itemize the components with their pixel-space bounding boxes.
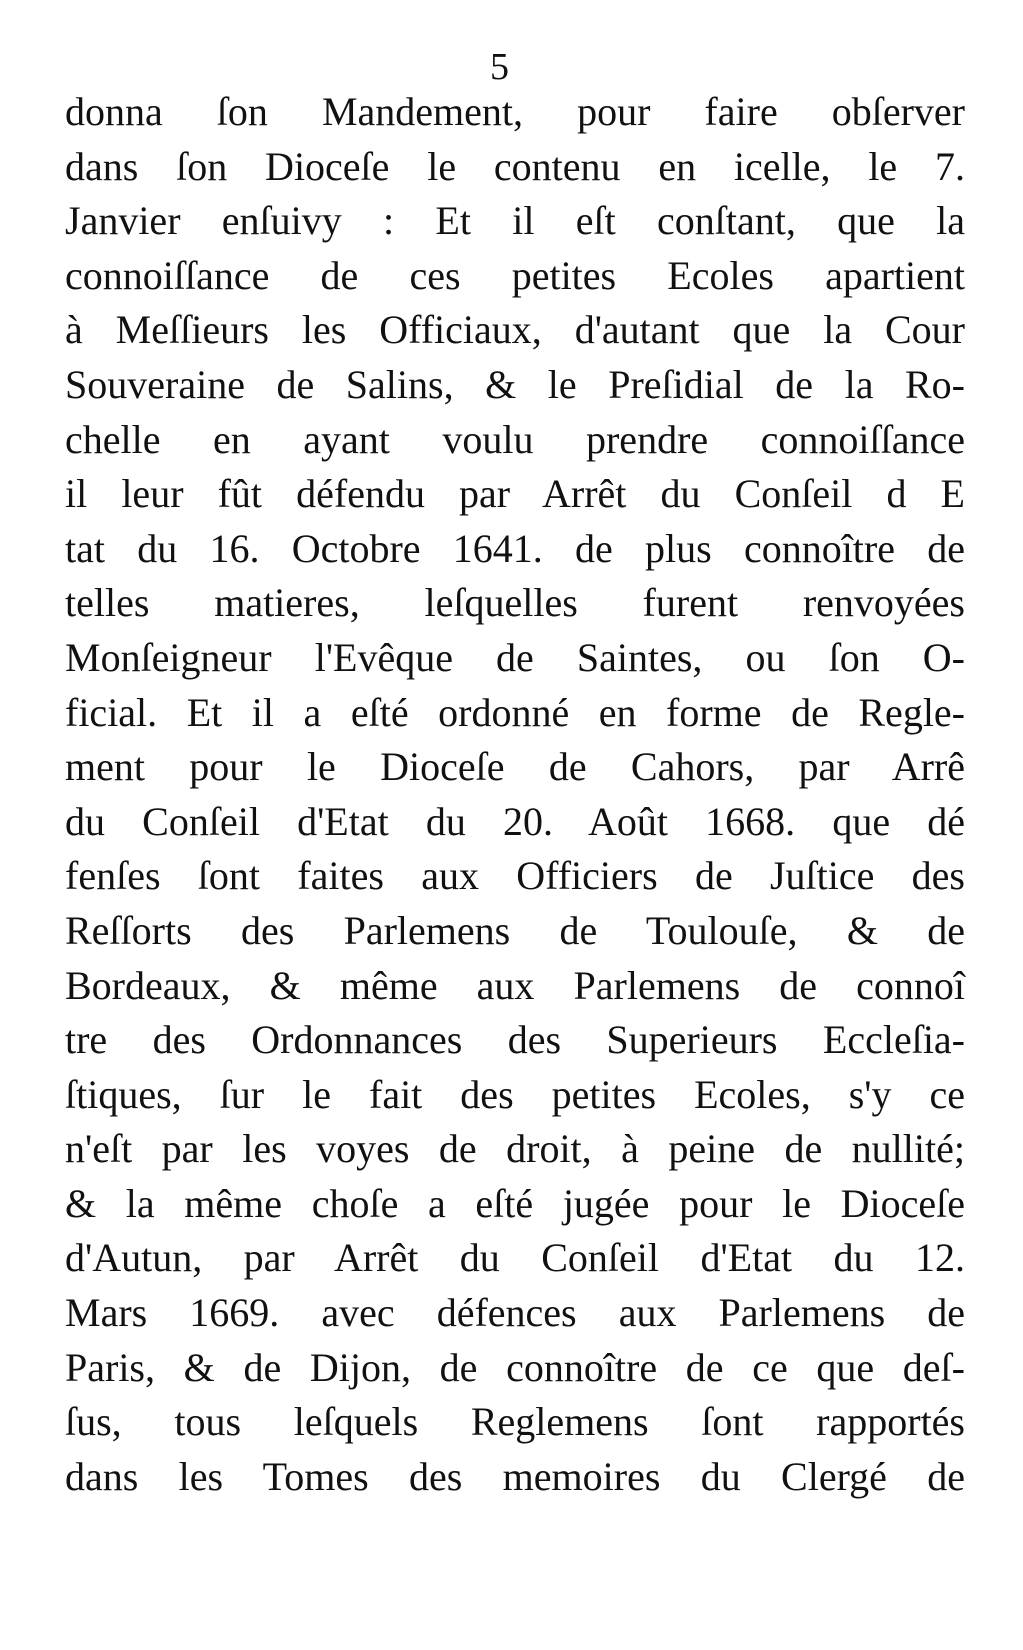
text-line: il leur fût défendu par Arrêt du Conſeil d E [65,471,965,517]
text-line: du Conſeil d'Etat du 20. Août 1668. que dé [65,798,965,844]
text-line: fenſes ſont faites aux Officiers de Juſtice des [65,853,965,899]
text-line: à Meſſieurs les Officiaux, d'autant que la Cour [65,307,965,353]
text-line: Mars 1669. avec défences aux Parlemens de [65,1290,965,1336]
body-text [65,85,965,1504]
text-line: Reſſorts des Parlemens de Toulouſe, & de [65,907,965,953]
text-line: ficial. Et il a eſté ordonné en forme de Regle- [65,689,965,735]
text-line: tre des Ordonnances des Superieurs Eccleſia- [65,1017,965,1063]
text-line: ſtiques, ſur le fait des petites Ecoles, s'y ce [65,1071,965,1117]
text-line: Souveraine de Salins, & le Preſidial de la Ro- [65,361,965,407]
text-line: & la même choſe a eſté jugée pour le Dioceſe [65,1180,965,1226]
text-line: d'Autun, par Arrêt du Conſeil d'Etat du 12. [65,1235,965,1281]
text-line: Paris, & de Dijon, de connoître de ce que deſ- [65,1344,965,1390]
text-line: ſus, tous leſquels Reglemens ſont rapportés [65,1399,965,1445]
text-line: donna ſon Mandement, pour faire obſerver [65,89,965,134]
text-line: Janvier enſuivy : Et il eſt conſtant, que la [65,198,965,244]
text-line: tat du 16. Octobre 1641. de plus connoître de [65,525,965,571]
text-line: Bordeaux, & même aux Parlemens de connoî [65,962,965,1008]
text-line: chelle en ayant voulu prendre connoiſſance [65,416,965,462]
text-line: dans les Tomes des memoires du Clergé de [65,1453,965,1499]
text-line: dans ſon Dioceſe le contenu en icelle, le 7. [65,143,965,189]
text-line: telles matieres, leſquelles furent renvoyées [65,580,965,626]
text-line: Monſeigneur l'Evêque de Saintes, ou ſon O- [65,634,965,680]
page-number: 5 [490,46,509,88]
text-line: n'eſt par les voyes de droit, à peine de nullité; [65,1126,965,1172]
text-line: connoiſſance de ces petites Ecoles apartient [65,252,965,298]
text-line: ment pour le Dioceſe de Cahors, par Arrê [65,744,965,790]
